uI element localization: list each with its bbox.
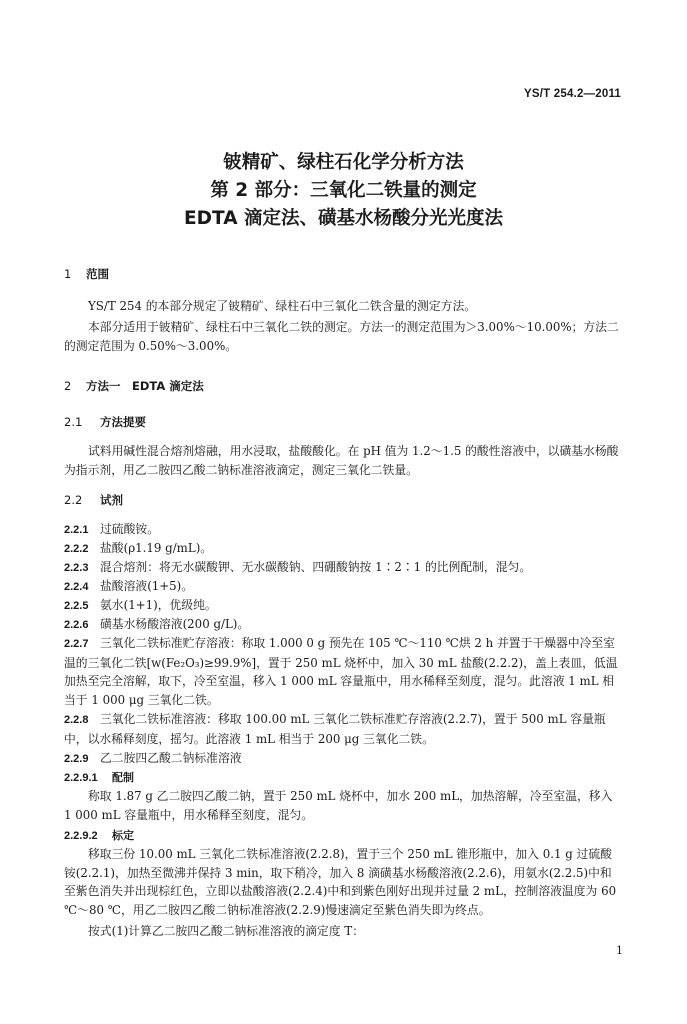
formula-intro-text: 按式(1)计算乙二胺四乙酸二钠标准溶液的滴定度 T： <box>88 924 365 938</box>
reagent-item: 2.2.3 混合熔剂：将无水碳酸钾、无水碳酸钠、四硼酸钠按 1∶2∶1 的比例配制，混匀。 <box>64 560 532 574</box>
reagent-item: 2.2.4 盐酸溶液(1+5)。 <box>64 579 194 593</box>
subsection-2-2-9-2-text: 移取三份 10.00 mL 三氧化二铁标准溶液(2.2.8)，置于三个 250 mL 锥形瓶中，加入 0.1 g 过硫酸铵(2.2.1)，加热至微沸并保持 3 min，取下稍冷，加入 8 滴磺基水杨酸溶液(2.2.6)，用氨水(2.2.5)中和至紫色消失并出现棕红色，立即以盐酸溶液(2.2.4)中和到紫色刚好出现并过量 2 mL，控制溶液温度为 60 ℃～80 ℃，用乙二胺四乙酸二钠标准溶液(2.2.9)慢速滴定至紫色消失即为终点。 <box>64 847 617 917</box>
section-2-1-heading <box>64 414 146 430</box>
reagent-item: 2.2.1 过硫酸铵。 <box>64 522 159 536</box>
section-title: 方法提要 <box>100 415 146 429</box>
reagent-item: 2.2.2 盐酸(ρ1.19 g/mL)。 <box>64 541 213 555</box>
title-line-2: 第 2 部分：三氧化二铁量的测定 <box>210 180 477 201</box>
section-number: 2.2 <box>64 493 83 507</box>
reagent-item: 2.2.8 三氧化二铁标准溶液：移取 100.00 mL 三氧化二铁标准贮存溶液(2.2.7)，置于 500 mL 容量瓶中，以水稀释刻度，摇匀。此溶液 1 mL 相当于 200 μg 三氧化二铁。 <box>64 712 606 746</box>
section-2-2-heading <box>64 492 123 508</box>
page-number: 1 <box>616 944 623 957</box>
section-title: 试剂 <box>100 493 123 507</box>
section-2-1-paragraph: 试料用碱性混合熔剂熔融，用水浸取，盐酸酸化。在 pH 值为 1.2～1.5 的酸性溶液中，以磺基水杨酸为指示剂，用乙二胺四乙酸二钠标准溶液滴定，测定三氧化二铁量。 <box>64 444 619 477</box>
section-number: 2.1 <box>64 415 83 429</box>
subsection-2-2-9-1: 2.2.9.1 配制 <box>64 771 134 784</box>
reagent-item: 2.2.5 氨水(1+1)，优级纯。 <box>64 598 217 612</box>
standard-number: YS/T 254.2—2011 <box>524 88 621 100</box>
subsection-2-2-9-2: 2.2.9.2 标定 <box>64 829 134 842</box>
reagent-item: 2.2.6 磺基水杨酸溶液(200 g/L)。 <box>64 617 250 631</box>
section-1-paragraph-1: YS/T 254 的本部分规定了铍精矿、绿柱石中三氧化二铁含量的测定方法。 <box>88 299 477 313</box>
section-2-heading <box>64 378 204 394</box>
section-number: 1 <box>64 267 72 281</box>
section-title: 方法一 EDTA 滴定法 <box>86 379 204 393</box>
section-1-heading <box>64 266 109 282</box>
subsection-2-2-9-1-text: 称取 1.87 g 乙二胺四乙酸二钠，置于 250 mL 烧杯中，加水 200 mL，加热溶解，冷至室温，移入 1 000 mL 容量瓶中，用水稀释至刻度，混匀。 <box>64 789 613 822</box>
reagent-item: 2.2.9 乙二胺四乙酸二钠标准溶液 <box>64 751 242 765</box>
reagent-item: 2.2.7 三氧化二铁标准贮存溶液：称取 1.000 0 g 预先在 105 ℃～110 ℃烘 2 h 并置于干燥器中冷至室温的三氧化二铁[w(Fe₂O₃)≥99.9%]，置于 250 mL 烧杯中，加入 30 mL 盐酸(2.2.2)，盖上表皿，低温加热至完全溶解，取下，冷至室温，移入 1 000 mL 容量瓶中，用水稀释至刻度，混匀。此溶液 1 mL 相当于 1 000 μg 三氧化二铁。 <box>64 636 618 707</box>
section-1-paragraph-2: 本部分适用于铍精矿、绿柱石中三氧化二铁的测定。方法一的测定范围为＞3.00%～10.00%；方法二的测定范围为 0.50%～3.00%。 <box>64 320 619 353</box>
title-line-3: EDTA 滴定法、磺基水杨酸分光光度法 <box>184 208 503 229</box>
section-title: 范围 <box>86 267 109 281</box>
section-number: 2 <box>64 379 72 393</box>
title-line-1: 铍精矿、绿柱石化学分析方法 <box>223 152 464 173</box>
